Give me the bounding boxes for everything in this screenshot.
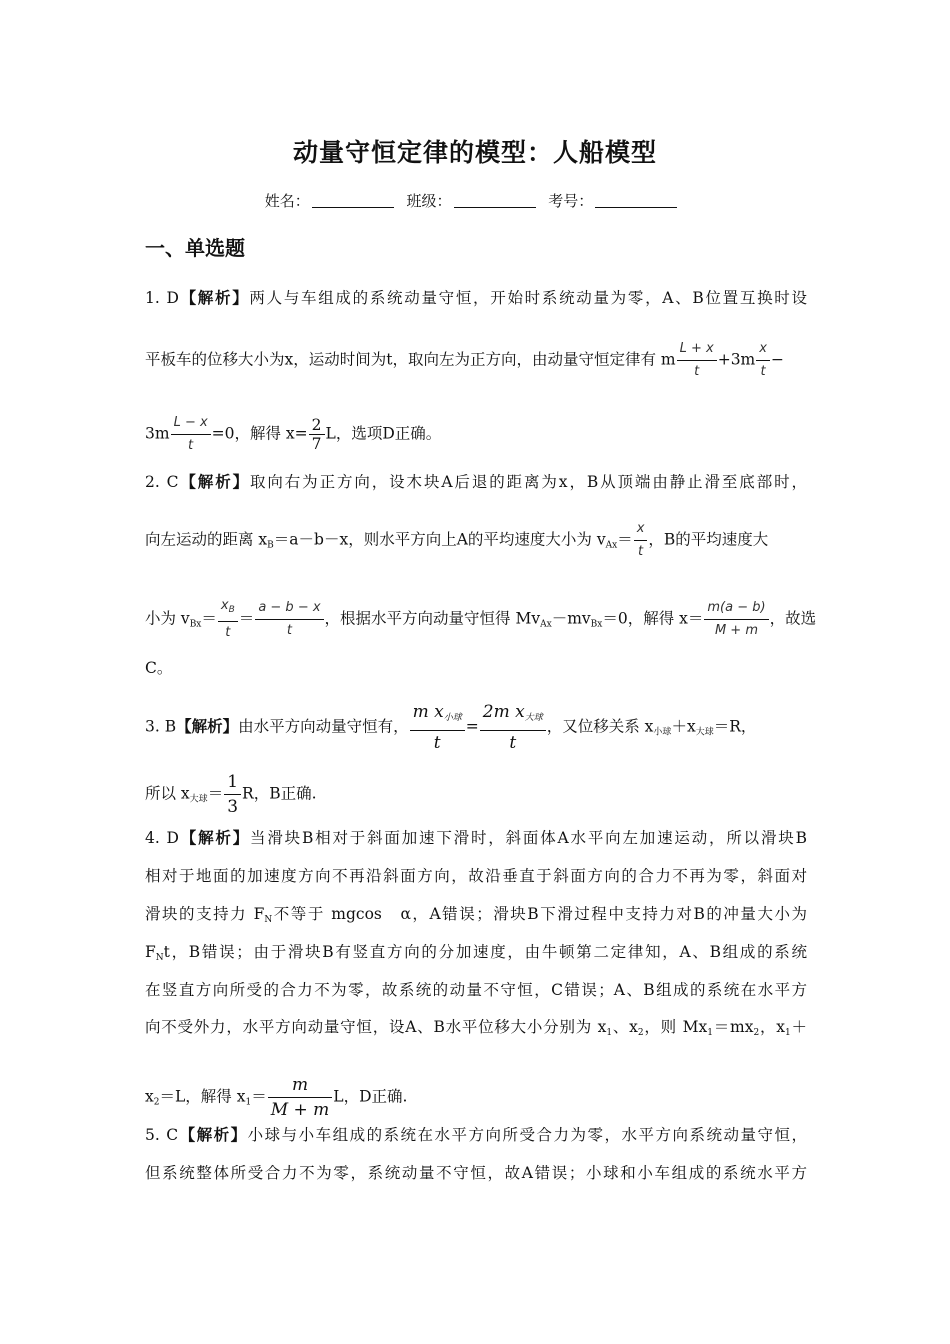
numerator: m	[268, 1073, 333, 1098]
denominator: t	[433, 733, 441, 753]
q4-text: t，B错误；由于滑块B有竖直方向的分加速度，由牛顿第二定律知，A、B组成的系统	[163, 943, 807, 961]
q3-text: ＋x	[671, 717, 696, 736]
numerator: 2	[309, 416, 325, 435]
fraction	[410, 700, 465, 755]
q4-line-4	[145, 942, 807, 968]
numerator	[410, 700, 465, 731]
q4-text: x	[145, 1087, 154, 1106]
q2-text: ，根据水平方向动量守恒得 Mv	[324, 609, 541, 628]
q4-number: 4.	[145, 829, 160, 847]
q5-answer: C	[166, 1126, 179, 1144]
q3-text: 所以 x	[145, 784, 190, 803]
subscript: 1	[784, 1028, 791, 1038]
fraction	[756, 338, 770, 383]
denominator: M + m	[270, 1100, 330, 1120]
q4-line-7	[145, 1073, 407, 1122]
q2-text: 向左运动的距离 x	[145, 530, 268, 549]
subscript: 2	[153, 1097, 160, 1108]
subscript: 小球	[443, 713, 462, 723]
q4-text: 不等于 mgcos α，A错误；滑块B下滑过程中支持力对B的冲量大小为	[272, 905, 807, 923]
subscript: N	[264, 915, 273, 925]
denominator: 3	[227, 797, 239, 817]
q4-text: ，则 Mx	[643, 1018, 708, 1036]
q2-line-1	[145, 472, 807, 492]
subscript: B	[228, 605, 235, 615]
q3-text: 由水平方向动量守恒有，	[238, 717, 409, 736]
q4-text: ＝	[251, 1087, 267, 1106]
numerator: x	[756, 338, 770, 361]
q3-text: R，B正确.	[242, 784, 317, 803]
denominator: M + m	[714, 623, 758, 638]
q4-text: ，x	[759, 1018, 785, 1036]
section-heading: 一、单选题	[145, 236, 245, 260]
q2-line-4: C。	[145, 659, 173, 677]
subscript: 大球	[524, 713, 543, 723]
subscript: 1	[606, 1028, 613, 1038]
numerator: a − b − x	[255, 597, 323, 620]
fraction	[309, 416, 325, 453]
analysis-tag: 【解析】	[178, 1126, 248, 1144]
q4-text: 、x	[612, 1018, 638, 1036]
q2-text: ＝0，解得 x＝	[602, 609, 704, 628]
q1-text: =0，解得 x=	[211, 424, 308, 443]
analysis-tag: 【解析】	[176, 717, 239, 736]
exam-label: 考号：	[548, 192, 594, 210]
q5-line-2: 但系统整体所受合力不为零，系统动量不守恒，故A错误；小球和小车组成的系统水平方	[145, 1164, 807, 1182]
q5-number: 5.	[145, 1126, 160, 1144]
numerator: L + x	[677, 338, 717, 361]
q5-line-1	[145, 1125, 807, 1145]
fraction	[218, 595, 238, 644]
q3-text: ＝R，	[713, 717, 757, 736]
subscript: Ax	[540, 619, 552, 630]
q2-text: －mv	[551, 609, 591, 628]
q3-line-2	[145, 770, 317, 819]
name-blank[interactable]	[312, 193, 394, 208]
q3-text: ，又位移关系 x	[546, 717, 654, 736]
q2-text: ＝	[201, 609, 217, 628]
denominator: 7	[311, 435, 322, 453]
denominator: t	[286, 623, 292, 638]
q1-number: 1.	[145, 289, 160, 307]
q2-text: ，B的平均速度大	[648, 530, 769, 549]
fraction	[268, 1073, 333, 1122]
subscript: 1	[707, 1028, 713, 1038]
q1-answer: D	[166, 289, 179, 307]
q5-text: 小球与小车组成的系统在水平方向所受合力为零，水平方向系统动量守恒，	[247, 1126, 807, 1144]
q4-text: F	[145, 943, 156, 961]
subscript: 大球	[189, 794, 208, 805]
q1-text: 3m	[145, 424, 170, 443]
q1-text: −	[770, 350, 784, 369]
denominator: t	[760, 364, 766, 379]
q1-text: L，选项D正确。	[325, 424, 442, 443]
fraction	[224, 770, 241, 819]
numerator: L − x	[171, 412, 211, 435]
fraction	[704, 597, 768, 642]
numerator-text: x	[220, 598, 229, 613]
numerator: m(a − b)	[704, 597, 768, 620]
q4-line-5: 在竖直方向所受的合力不为零，故系统的动量不守恒，C错误；A、B组成的系统在水平方	[145, 981, 807, 999]
q4-text: ＋	[790, 1018, 807, 1036]
q3-number: 3.	[145, 717, 160, 736]
q2-line-2	[145, 518, 768, 563]
q2-text: 取向右为正方向，设木块A后退的距离为x，B从顶端由静止滑至底部时，	[249, 473, 807, 491]
subscript: 大球	[695, 727, 714, 738]
q4-text: ＝L，解得 x	[159, 1087, 246, 1106]
subscript: Bx	[590, 619, 603, 630]
q4-text: L，D正确.	[333, 1087, 408, 1106]
denominator: t	[637, 544, 644, 559]
q4-line-1	[145, 828, 807, 848]
q1-text: 平板车的位移大小为x，运动时间为t，取向左为正方向，由动量守恒定律有 m	[145, 350, 676, 369]
subscript: N	[155, 953, 164, 963]
class-blank[interactable]	[454, 193, 536, 208]
denominator: t	[225, 625, 231, 640]
q3-text: ＝	[207, 784, 224, 803]
numerator: x	[634, 518, 648, 541]
q1-line-1	[145, 288, 807, 308]
fraction	[480, 700, 546, 755]
q2-text: ＝a－b－x，则水平方向上A的平均速度大小为 v	[273, 530, 606, 549]
subscript: 2	[753, 1028, 760, 1038]
q2-text: 小为 v	[145, 609, 190, 628]
q2-text: ＝	[238, 609, 255, 628]
fraction	[255, 597, 323, 642]
q2-text: ＝	[617, 530, 633, 549]
fraction	[171, 412, 211, 457]
q2-line-3	[145, 595, 816, 644]
subscript: 小球	[653, 727, 672, 738]
numerator	[480, 700, 546, 731]
class-label: 班级：	[406, 192, 452, 210]
analysis-tag: 【解析】	[178, 473, 250, 491]
denominator: t	[509, 733, 517, 753]
q4-line-2: 相对于地面的加速度方向不再沿斜面方向，故沿垂直于斜面方向的合力不再为零，斜面对	[145, 867, 807, 885]
q1-text: +3m	[717, 350, 756, 369]
subscript: 1	[245, 1097, 252, 1108]
name-label: 姓名：	[264, 192, 310, 210]
q2-answer: C	[166, 473, 179, 491]
equals-sign: =	[465, 717, 479, 736]
q1-line-3	[145, 412, 441, 457]
q4-text: 滑块的支持力 F	[145, 905, 265, 923]
q4-text: ＝mx	[713, 1018, 754, 1036]
fraction	[634, 518, 648, 563]
q4-text: 向不受外力，水平方向动量守恒，设A、B水平位移大小分别为 x	[145, 1018, 607, 1036]
analysis-tag: 【解析】	[178, 289, 250, 307]
subscript: Ax	[605, 540, 618, 551]
analysis-tag: 【解析】	[178, 829, 251, 847]
fraction	[677, 338, 717, 383]
exam-blank[interactable]	[595, 193, 677, 208]
q4-line-6	[145, 1017, 807, 1043]
q4-text: 当滑块B相对于斜面加速下滑时，斜面体A水平向左加速运动，所以滑块B	[250, 829, 807, 847]
q2-number: 2.	[145, 473, 160, 491]
numerator-text: m x	[412, 702, 444, 722]
subscript: B	[267, 540, 274, 551]
denominator: t	[694, 364, 700, 379]
q3-answer: B	[164, 717, 177, 736]
q3-line-1	[145, 700, 756, 755]
q2-text: ，故选	[769, 609, 817, 628]
denominator: t	[188, 438, 194, 453]
q1-line-2	[145, 338, 784, 383]
subscript: Bx	[189, 619, 202, 630]
q4-line-3	[145, 904, 807, 930]
subscript: 2	[637, 1028, 644, 1038]
numerator-text: 2m x	[482, 702, 525, 722]
numerator: 1	[224, 770, 241, 795]
page-title: 动量守恒定律的模型：人船模型	[292, 138, 657, 167]
numerator	[218, 595, 238, 622]
q4-answer: D	[166, 829, 179, 847]
q1-text: 两人与车组成的系统动量守恒，开始时系统动量为零，A、B位置互换时设	[249, 289, 807, 307]
student-info-row	[0, 190, 950, 211]
